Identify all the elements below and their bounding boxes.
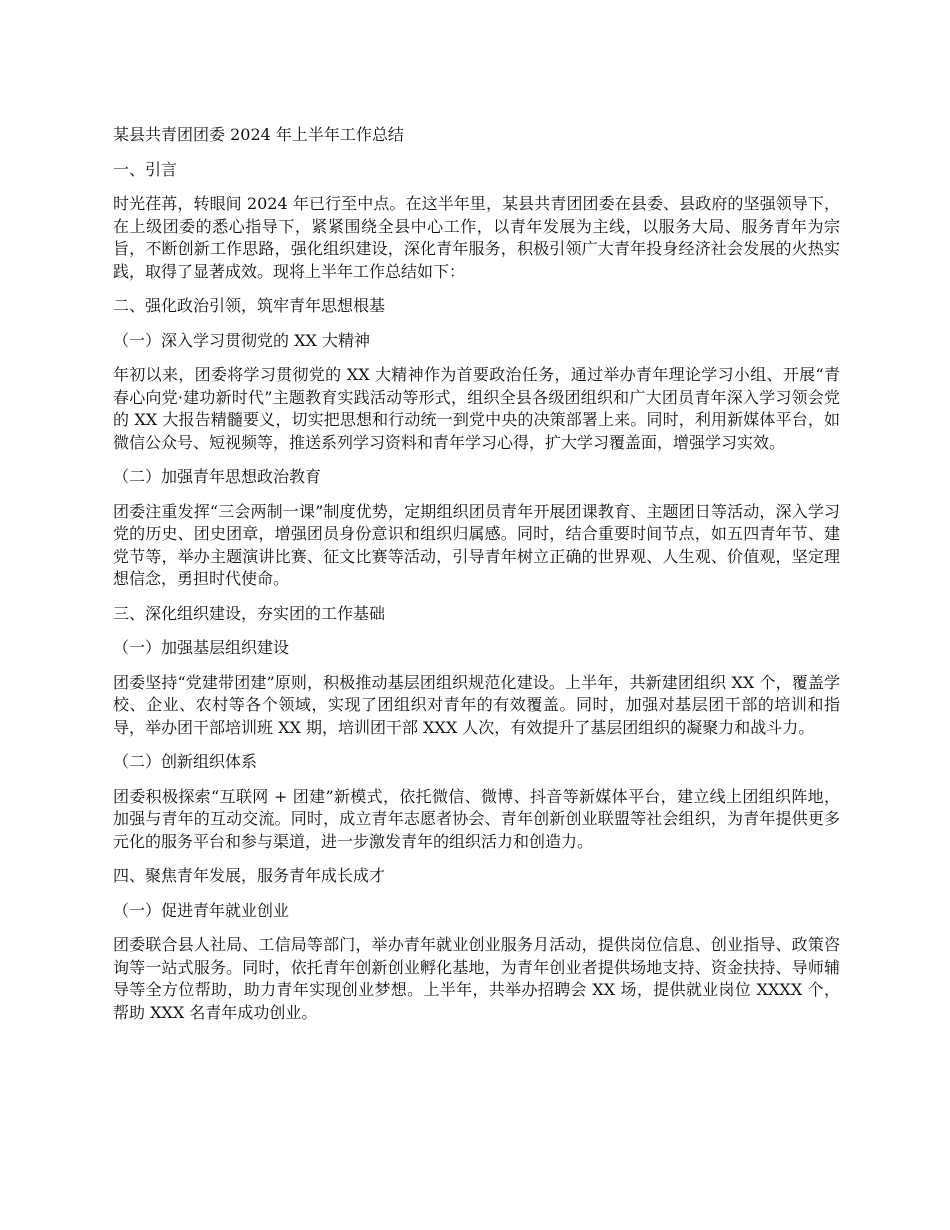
section-heading-organization: 三、深化组织建设，夯实团的工作基础 [113,603,386,623]
document-page [113,124,840,1036]
document-title: 某县共青团团委 2024 年上半年工作总结 [113,125,404,144]
paragraph-political-education: 团委注重发挥“三会两制一课”制度优势，定期组织团员青年开展团课教育、主题团日等活动，深入学习党的历史、团史团章，增强团员身份意识和组织归属感。同时，结合重要时间节点，如五四青年节、建党节等，举办主题演讲比赛、征文比赛等活动，引导青年树立正确的世界观、人生观、价值观，坚定理想信念，勇担时代使命。 [113,501,840,588]
paragraph-development-employment: 团委联合县人社局、工信局等部门，举办青年就业创业服务月活动，提供岗位信息、创业指导、政策咨询等一站式服务。同时，依托青年创新创业孵化基地，为青年创业者提供场地支持、资金扶持、导师辅导等全方位帮助，助力青年实现创业梦想。上半年，共举办招聘会 XX 场，提供就业岗位 XXXX 个，帮助 XXX 名青年成功创业。 [113,935,840,1022]
section-heading-intro: 一、引言 [113,159,178,179]
subheading-development-employment: （一）促进青年就业创业 [113,900,290,920]
paragraph-organization-grassroots: 团委坚持“党建带团建”原则，积极推动基层团组织规范化建设。上半年，共新建团组织 XX 个，覆盖学校、企业、农村等各个领域，实现了团组织对青年的有效覆盖。同时，加强对基层团干部的培训和指导，举办团干部培训班 XX 期，培训团干部 XXX 人次，有效提升了基层团组织的凝聚力和战斗力。 [113,672,840,737]
subheading-organization-grassroots: （一）加强基层组织建设 [113,638,290,657]
paragraph-organization-innovation: 团委积极探索“互联网 + 团建”新模式，依托微信、微博、抖音等新媒体平台，建立线上团组织阵地，加强与青年的互动交流。同时，成立青年志愿者协会、青年创新创业联盟等社会组织，为青年提供更多元化的服务平台和参与渠道，进一步激发青年的组织活力和创造力。 [113,786,840,851]
paragraph-political-study: 年初以来，团委将学习贯彻党的 XX 大精神作为首要政治任务，通过举办青年理论学习小组、开展“青春心向党·建功新时代”主题教育实践活动等形式，组织全县各级团组织和广大团员青年深入学习领会党的 XX 大报告精髓要义，切实把思想和行动统一到党中央的决策部署上来。同时，利用新媒体平台，如微信公众号、短视频等，推送系列学习资料和青年学习心得，扩大学习覆盖面，增强学习实效。 [113,365,840,452]
section-heading-political: 二、强化政治引领，筑牢青年思想根基 [113,296,386,315]
section-heading-development: 四、聚焦青年发展，服务青年成长成才 [113,866,386,885]
subheading-organization-innovation: （二）创新组织体系 [113,752,258,771]
paragraph-intro: 时光荏苒，转眼间 2024 年已行至中点。在这半年里，某县共青团团委在县委、县政府的坚强领导下，在上级团委的悉心指导下，紧紧围绕全县中心工作，以青年发展为主线，以服务大局、服务青年为宗旨，不断创新工作思路，强化组织建设，深化青年服务，积极引领广大青年投身经济社会发展的火热实践，取得了显著成效。现将上半年工作总结如下： [113,194,840,281]
subheading-political-education: （二）加强青年思想政治教育 [113,467,322,486]
subheading-political-study: （一）深入学习贯彻党的 XX 大精神 [113,330,370,350]
